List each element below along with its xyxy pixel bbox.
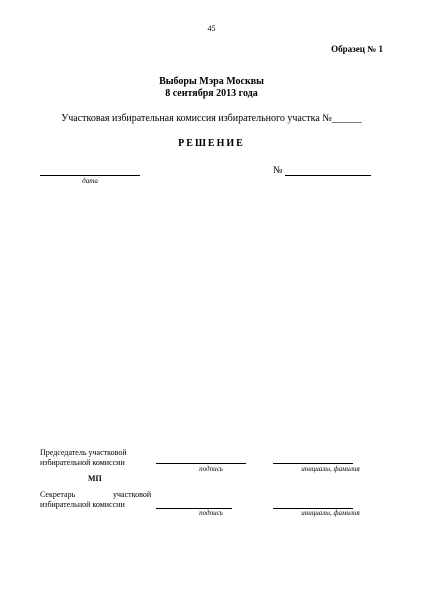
seal-label: МП xyxy=(88,474,102,483)
decision-heading: РЕШЕНИЕ xyxy=(178,138,245,149)
election-date: 8 сентября 2013 года xyxy=(165,88,258,99)
date-line xyxy=(40,175,140,176)
secretary-label-line1b: участковой xyxy=(113,490,152,499)
chairman-name-line xyxy=(273,463,353,464)
secretary-label-line1: Секретарь xyxy=(40,490,76,499)
chairman-signature-caption: подпись xyxy=(199,465,223,473)
commission-name: Участковая избирательная комиссия избирательного участка №______ xyxy=(61,113,362,124)
secretary-signature-caption: подпись xyxy=(199,509,223,517)
chairman-label-line2: избирательной комиссии xyxy=(40,458,125,467)
secretary-name-caption: инициалы, фамилия xyxy=(301,509,360,517)
decision-number-line xyxy=(285,175,371,176)
secretary-label-line2: избирательной комиссии xyxy=(40,500,125,509)
chairman-label-line1: Председатель участковой xyxy=(40,448,127,457)
election-title: Выборы Мэра Москвы xyxy=(159,76,264,87)
sample-label: Образец № 1 xyxy=(331,44,383,54)
date-caption: дата xyxy=(82,177,98,185)
chairman-name-caption: инициалы, фамилия xyxy=(301,465,360,473)
decision-number-sign: № xyxy=(273,165,283,176)
chairman-signature-line xyxy=(156,463,246,464)
page-number: 45 xyxy=(207,24,216,33)
